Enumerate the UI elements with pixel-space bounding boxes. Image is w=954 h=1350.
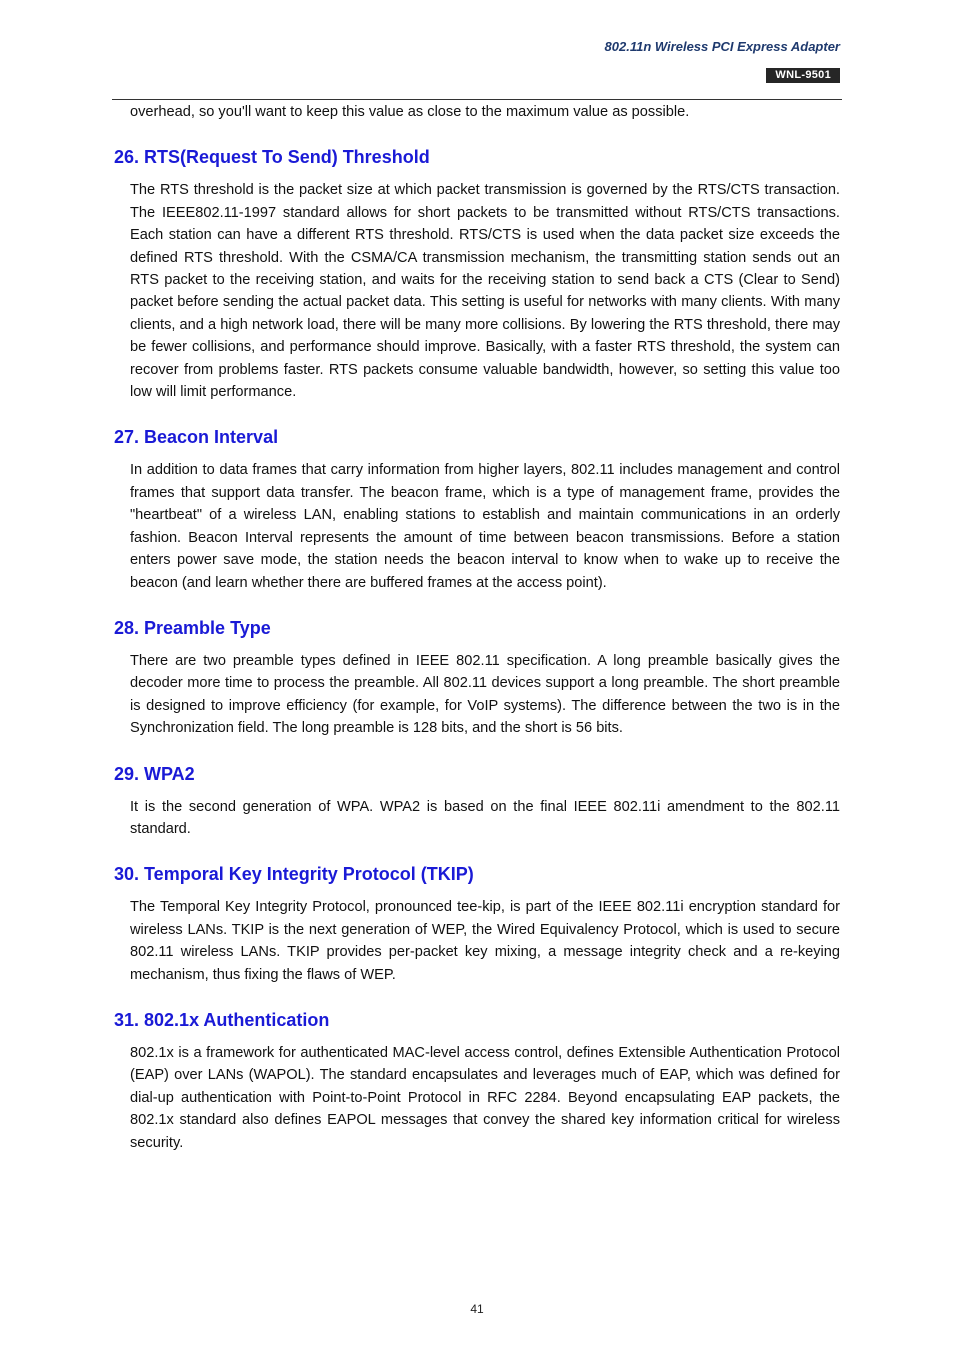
- page-content: [114, 101, 840, 1176]
- section-body: There are two preamble types defined in IEEE 802.11 specification. A long preamble basically gives the decoder more time to process the preamble. All 802.11 devices support a long preamble. The short preamble is designed to improve efficiency (for example, for VoIP systems). The difference between the two is in the Synchronization field. The long preamble is 128 bits, and the short is 56 bits.: [130, 652, 840, 737]
- section-body: The RTS threshold is the packet size at which packet transmission is governed by the RTS/CTS transaction. The IEEE802.11-1997 standard allows for short packets to be transmitted without RTS/CTS transactions. Each station can have a different RTS threshold. RTS/CTS is used when the data packet size exceeds the defined RTS threshold. With the CSMA/CA transmission mechanism, the transmitting station sends out an RTS packet to the receiving station, and waits for the receiving station to send back a CTS (Clear to Send) packet before sending the actual packet data. This setting is useful for networks with many clients. With many clients, and a high network load, there will be many more collisions. By lowering the RTS threshold, there may be fewer collisions, and performance should improve. Basically, with a faster RTS threshold, the system can recover from problems faster. RTS packets consume valuable bandwidth, however, so setting this value too low will limit performance.: [130, 182, 840, 401]
- section-tkip: [114, 862, 840, 986]
- page-header: [112, 36, 842, 100]
- page-number: 41: [470, 1302, 484, 1316]
- intro-paragraph: overhead, so you'll want to keep this value as close to the maximum value as possible.: [130, 104, 690, 120]
- section-heading: 28. Preamble Type: [114, 617, 271, 638]
- section-wpa2: [114, 762, 840, 841]
- section-body: In addition to data frames that carry information from higher layers, 802.11 includes management and control frames that support data transfer. The beacon frame, which is a type of management frame, provides the "heartbeat" of a wireless LAN, enabling stations to establish and maintain communications in an orderly fashion. Beacon Interval represents the amount of time between beacon transmissions. Before a station enters power save mode, the station needs the beacon interval to know when to wake up to receive the beacon (and learn whether there are buffered frames at the access point).: [130, 462, 840, 591]
- section-body: It is the second generation of WPA. WPA2 is based on the final IEEE 802.11i amendment to the 802.11 standard.: [130, 798, 840, 837]
- section-heading: 30. Temporal Key Integrity Protocol (TKIP): [114, 864, 474, 885]
- header-model-badge: WNL-9501: [766, 68, 840, 83]
- section-heading: 31. 802.1x Authentication: [114, 1009, 330, 1030]
- section-rts-threshold: [114, 145, 840, 403]
- section-beacon-interval: [114, 425, 840, 593]
- section-body: 802.1x is a framework for authenticated MAC-level access control, defines Extensible Authentication Protocol (EAP) over LANs (WAPOL). The standard encapsulates and leverages much of EAP, which was defined for dial-up authentication with Point-to-Point Protocol in RFC 2284. Beyond encapsulating EAP packets, the 802.1x standard also defines EAPOL messages that convey the shared key information critical for wireless security.: [130, 1044, 840, 1151]
- section-body: The Temporal Key Integrity Protocol, pronounced tee-kip, is part of the IEEE 802.11i encryption standard for wireless LANs. TKIP is the next generation of WEP, the Wired Equivalency Protocol, which is used to secure 802.11 wireless LANs. TKIP provides per-packet key mixing, a message integrity check and a re-keying mechanism, thus fixing the flaws of WEP.: [130, 899, 840, 983]
- header-product-title: 802.11n Wireless PCI Express Adapter: [604, 39, 840, 54]
- section-heading: 27. Beacon Interval: [114, 427, 279, 448]
- section-8021x-authentication: [114, 1008, 840, 1154]
- section-preamble-type: [114, 616, 840, 740]
- section-heading: 26. RTS(Request To Send) Threshold: [114, 147, 430, 168]
- section-heading: 29. WPA2: [114, 763, 195, 784]
